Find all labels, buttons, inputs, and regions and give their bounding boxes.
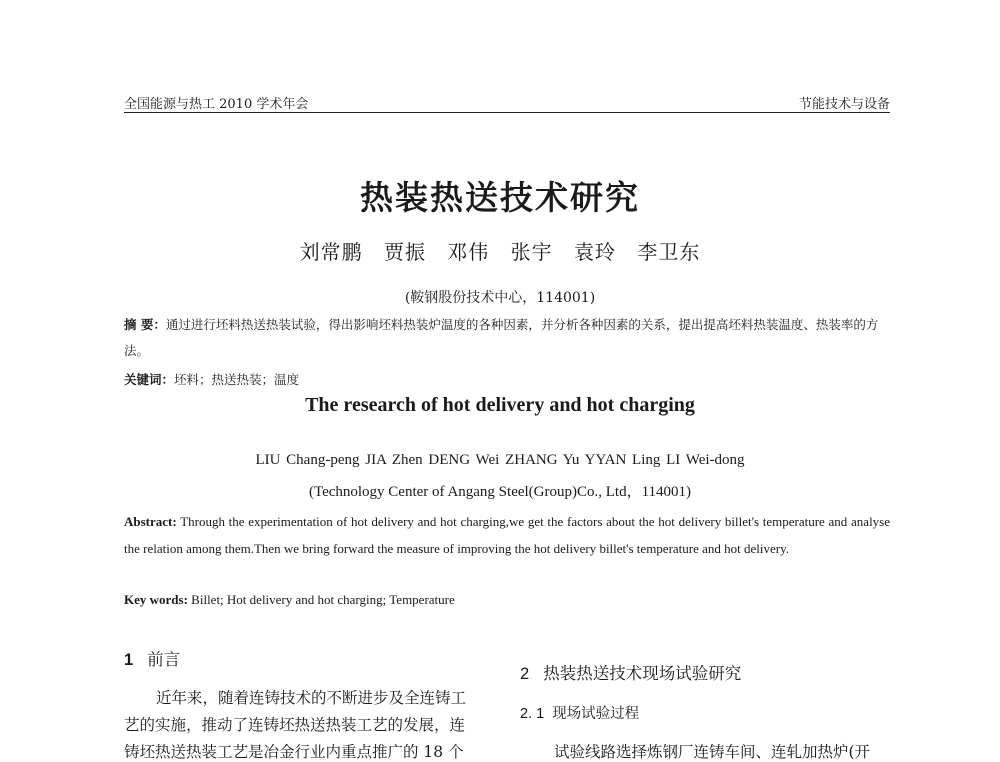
body-line: 艺的实施，推动了连铸坯热送热装工艺的发展，连 xyxy=(124,716,466,734)
subsection-heading-2-1 xyxy=(520,702,639,723)
running-header-left: 全国能源与热工 2010 学术年会 xyxy=(124,97,309,112)
running-header-right: 节能技术与设备 xyxy=(798,97,890,112)
paper-title-en: The research of hot delivery and hot charging xyxy=(305,394,695,416)
keywords-cn-label: 关键词： xyxy=(124,372,175,387)
body-line: 铸坯热送热装工艺是冶金行业内重点推广的 18 个 xyxy=(124,743,464,761)
keywords-en xyxy=(124,592,890,608)
subsection-2-1-title: 现场试验过程 xyxy=(552,706,640,722)
header-rule xyxy=(124,112,890,113)
keywords-cn-text: 坯料；热送热装；温度 xyxy=(174,372,300,387)
keywords-cn xyxy=(124,367,890,393)
abstract-cn-label: 摘 要： xyxy=(124,317,166,332)
paper-title-cn: 热装热送技术研究 xyxy=(360,178,640,217)
abstract-en-label: Abstract: xyxy=(124,514,177,529)
abstract-cn xyxy=(124,312,890,364)
abstract-en xyxy=(124,508,890,562)
section-heading-2 xyxy=(520,660,741,684)
authors-cn: 刘常鹏 贾振 邓伟 张宇 袁玲 李卫东 xyxy=(299,240,701,264)
section-2-title: 热装热送技术现场试验研究 xyxy=(543,664,742,683)
abstract-cn-text: 通过进行坯料热送热装试验，得出影响坯料热装炉温度的各种因素，并分析各种因素的关系，提出提高坯料热装温度、热装率的方法。 xyxy=(124,317,879,358)
subsection-2-1-number: 2. 1 xyxy=(520,706,545,722)
affiliation-en: (Technology Center of Angang Steel(Group)Co., Ltd，114001) xyxy=(308,484,692,500)
affiliation-cn: (鞍钢股份技术中心，114001) xyxy=(404,290,596,306)
body-line: 试验线路选择炼钢厂连铸车间、连轧加热炉(开 xyxy=(554,743,871,761)
section-1-number: 1 xyxy=(124,651,134,669)
abstract-en-text: Through the experimentation of hot delivery and hot charging,we get the factors about the hot delivery billet's temperature and analyse the relation among them.Then we bring forward the measure of improving the hot delivery billet's temperature and hot delivery. xyxy=(124,514,891,556)
section-1-title: 前言 xyxy=(147,650,181,669)
body-line: 近年来，随着连铸技术的不断进步及全连铸工 xyxy=(156,689,467,707)
keywords-en-text: Billet; Hot delivery and hot charging; Temperature xyxy=(191,592,455,607)
authors-en: LIU Chang-peng JIA Zhen DENG Wei ZHANG Yu YYAN Ling LI Wei-dong xyxy=(255,452,745,468)
section-heading-1 xyxy=(124,646,180,670)
section-2-number: 2 xyxy=(520,665,530,683)
keywords-en-label: Key words: xyxy=(124,592,188,607)
